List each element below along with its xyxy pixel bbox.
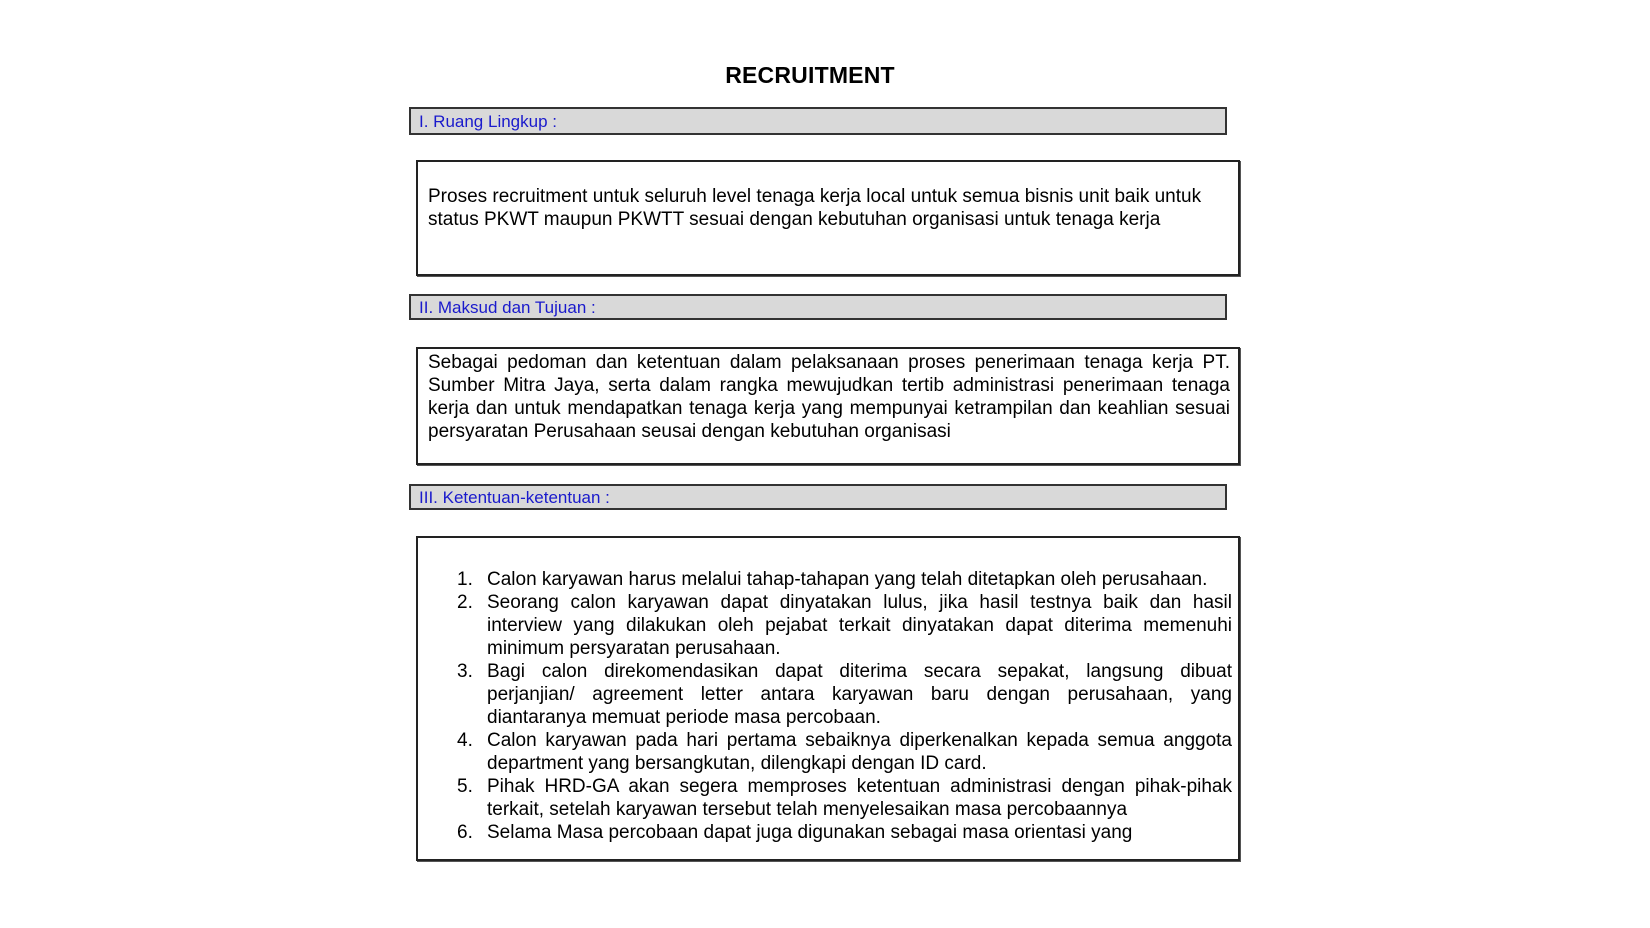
list-item: [418, 821, 1238, 844]
list-item-text: Calon karyawan pada hari pertama sebaiknya diperkenalkan kepada semua anggota department yang bersangkutan, dilengkapi dengan ID card.: [487, 730, 1232, 774]
section-heading-label: II. Maksud dan Tujuan :: [419, 297, 596, 317]
list-item: [418, 591, 1238, 660]
list-item: [418, 775, 1238, 821]
section-body-maksud-tujuan: [416, 347, 1240, 465]
section-heading-label: I. Ruang Lingkup :: [419, 111, 557, 131]
list-item-text: Calon karyawan harus melalui tahap-tahapan yang telah ditetapkan oleh perusahaan.: [487, 569, 1208, 590]
list-item: [418, 568, 1238, 591]
list-item-text: Selama Masa percobaan dapat juga digunakan sebagai masa orientasi yang: [487, 822, 1133, 843]
section-heading-maksud-tujuan: [409, 294, 1227, 320]
list-item: [418, 660, 1238, 729]
section-body-text: Sebagai pedoman dan ketentuan dalam pelaksanaan proses penerimaan tenaga kerja PT. Sumber Mitra Jaya, serta dalam rangka mewujudkan tertib administrasi penerimaan tenaga kerja dan untuk mendapatkan tenaga kerja yang mempunyai ketrampilan dan keahlian sesuai persyaratan Perusahaan seusai dengan kebutuhan organisasi: [428, 352, 1230, 442]
ketentuan-list: [418, 568, 1238, 844]
list-item-text: Seorang calon karyawan dapat dinyatakan lulus, jika hasil testnya baik dan hasil interview yang dilakukan oleh pejabat terkait dinyatakan dapat diterima memenuhi minimum persyaratan perusahaan.: [487, 592, 1232, 659]
document-title: RECRUITMENT: [725, 62, 895, 88]
section-heading-ruang-lingkup: [409, 107, 1227, 135]
section-body-text: Proses recruitment untuk seluruh level tenaga kerja local untuk semua bisnis unit baik untuk status PKWT maupun PKWTT sesuai dengan kebutuhan organisasi untuk tenaga kerja: [428, 186, 1202, 230]
list-item-number: 3.: [457, 661, 473, 682]
list-item-text: Bagi calon direkomendasikan dapat diterima secara sepakat, langsung dibuat perjanjian/ agreement letter antara karyawan baru dengan perusahaan, yang diantaranya memuat periode masa percobaan.: [487, 661, 1232, 728]
section-heading-ketentuan: [409, 484, 1227, 510]
list-item-number: 4.: [457, 730, 473, 751]
section-body-ketentuan: [416, 536, 1240, 861]
section-heading-label: III. Ketentuan-ketentuan :: [419, 487, 610, 507]
list-item-number: 5.: [457, 776, 473, 797]
list-item-text: Pihak HRD-GA akan segera memproses ketentuan administrasi dengan pihak-pihak terkait, setelah karyawan tersebut telah menyelesaikan masa percobaannya: [487, 776, 1232, 820]
list-item: [418, 729, 1238, 775]
list-item-number: 6.: [457, 822, 473, 843]
list-item-number: 1.: [457, 569, 473, 590]
section-body-ruang-lingkup: [416, 160, 1240, 276]
list-item-number: 2.: [457, 592, 473, 613]
